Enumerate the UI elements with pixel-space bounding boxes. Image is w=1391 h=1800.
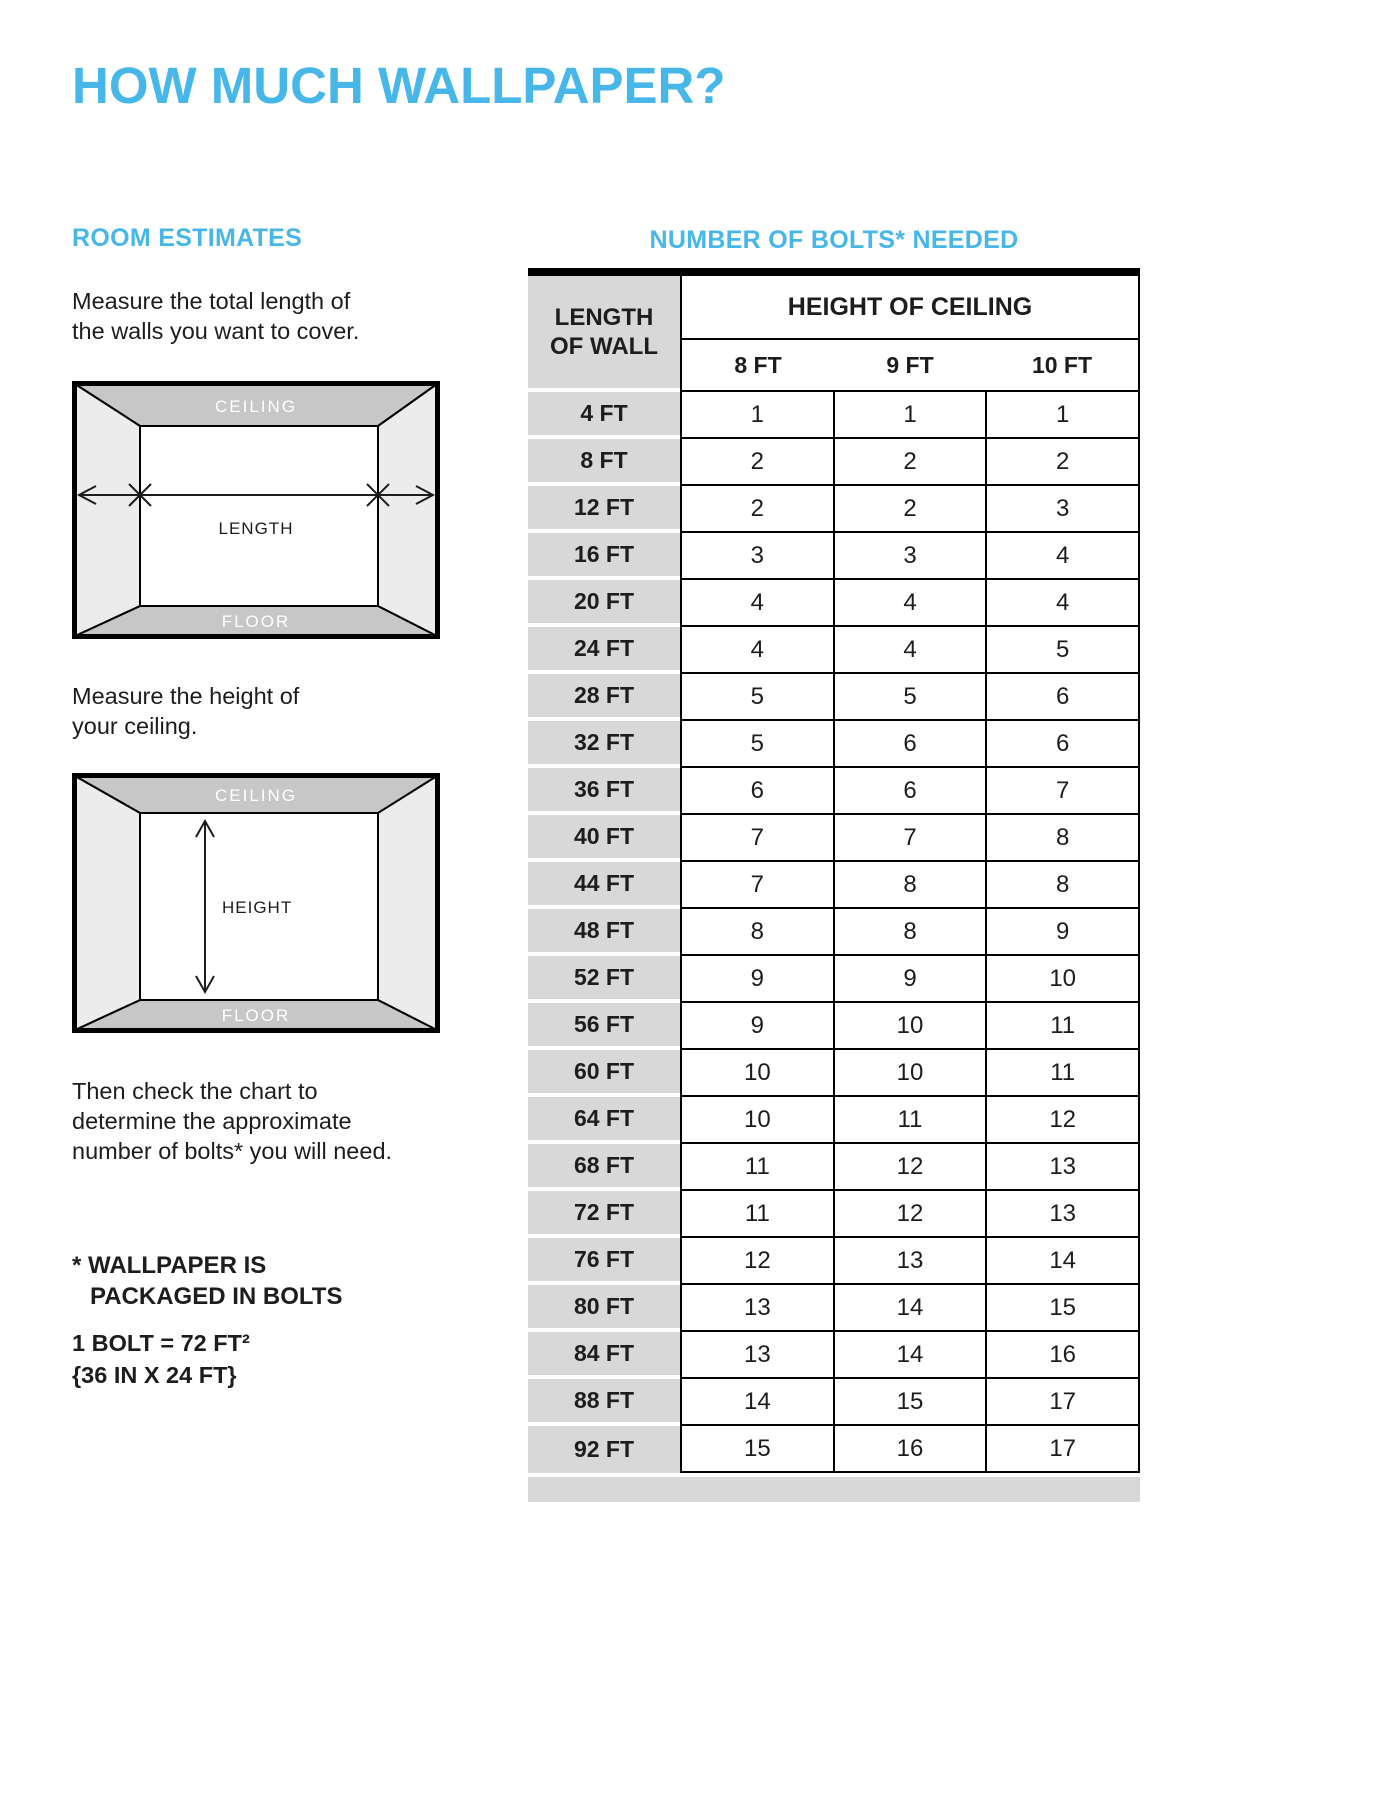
- value-cell: 2: [833, 486, 986, 533]
- value-cell: 3: [985, 486, 1138, 533]
- value-cell: 13: [833, 1238, 986, 1285]
- row-values: [680, 486, 1140, 533]
- row-values: [680, 674, 1140, 721]
- value-cell: 13: [985, 1191, 1138, 1238]
- value-cell: 17: [985, 1379, 1138, 1426]
- table-row: [528, 1097, 1140, 1144]
- value-cell: 17: [985, 1426, 1138, 1473]
- text-line: number of bolts* you will need.: [72, 1138, 393, 1164]
- value-cell: 10: [833, 1050, 986, 1097]
- value-cell: 15: [682, 1426, 833, 1473]
- value-cell: 14: [833, 1332, 986, 1379]
- left-wall: [75, 776, 140, 1030]
- value-cell: 10: [833, 1003, 986, 1050]
- table-row: [528, 1191, 1140, 1238]
- row-label-cell: 4 FT: [528, 392, 680, 439]
- length-diagram: [72, 381, 440, 639]
- room-estimates-heading: ROOM ESTIMATES: [72, 224, 303, 252]
- row-values: [680, 862, 1140, 909]
- row-values: [680, 1238, 1140, 1285]
- row-label-cell: 24 FT: [528, 627, 680, 674]
- text-line: Then check the chart to: [72, 1078, 318, 1104]
- value-cell: 9: [682, 956, 833, 1003]
- ceiling-label: CEILING: [214, 786, 298, 805]
- value-cell: 8: [833, 862, 986, 909]
- value-cell: 8: [985, 815, 1138, 862]
- value-cell: 6: [833, 768, 986, 815]
- column-header-10ft: 10 FT: [1031, 351, 1093, 378]
- value-cell: 15: [833, 1379, 986, 1426]
- table-row: [528, 580, 1140, 627]
- row-values: [680, 1050, 1140, 1097]
- table-row: [528, 721, 1140, 768]
- row-label-cell: 56 FT: [528, 1003, 680, 1050]
- height-of-ceiling-group: [680, 276, 1140, 392]
- right-wall: [378, 384, 437, 636]
- text-line: OF WALL: [550, 333, 658, 360]
- text-line: LENGTH: [554, 304, 654, 331]
- row-label-cell: 48 FT: [528, 909, 680, 956]
- value-cell: 10: [985, 956, 1138, 1003]
- value-cell: 9: [985, 909, 1138, 956]
- row-label-cell: 68 FT: [528, 1144, 680, 1191]
- row-label-cell: 8 FT: [528, 439, 680, 486]
- value-cell: 2: [682, 486, 833, 533]
- row-label-cell: 44 FT: [528, 862, 680, 909]
- table-row: [528, 1050, 1140, 1097]
- row-label-cell: 36 FT: [528, 768, 680, 815]
- text-line: * WALLPAPER IS: [72, 1252, 267, 1279]
- value-cell: 13: [682, 1332, 833, 1379]
- floor-label: FLOOR: [221, 612, 291, 631]
- table-row: [528, 768, 1140, 815]
- value-cell: 7: [985, 768, 1138, 815]
- row-label-cell: 80 FT: [528, 1285, 680, 1332]
- table-row: [528, 1144, 1140, 1191]
- column-header-8ft: 8 FT: [734, 351, 782, 378]
- row-label-cell: 12 FT: [528, 486, 680, 533]
- bolt-definition: [72, 1327, 476, 1391]
- table-row: [528, 486, 1140, 533]
- wallpaper-bolts-footnote: [72, 1250, 476, 1312]
- row-values: [680, 1285, 1140, 1332]
- value-cell: 4: [682, 627, 833, 674]
- table-bottom-strip: [528, 1477, 1140, 1502]
- table-row: [528, 533, 1140, 580]
- row-values: [680, 627, 1140, 674]
- text-line: the walls you want to cover.: [72, 318, 360, 344]
- value-cell: 1: [682, 392, 833, 439]
- value-cell: 4: [833, 627, 986, 674]
- value-cell: 7: [682, 815, 833, 862]
- value-cell: 6: [833, 721, 986, 768]
- row-values: [680, 909, 1140, 956]
- value-cell: 16: [833, 1426, 986, 1473]
- text-line: determine the approximate: [72, 1108, 352, 1134]
- table-row: [528, 439, 1140, 486]
- length-label: LENGTH: [218, 519, 294, 538]
- table-row: [528, 909, 1140, 956]
- row-label-cell: 52 FT: [528, 956, 680, 1003]
- row-values: [680, 1191, 1140, 1238]
- height-of-ceiling-header: HEIGHT OF CEILING: [682, 276, 1138, 340]
- column-header-9ft: 9 FT: [886, 351, 934, 378]
- row-label-cell: 20 FT: [528, 580, 680, 627]
- right-wall: [378, 776, 437, 1030]
- row-label-cell: 32 FT: [528, 721, 680, 768]
- value-cell: 1: [985, 392, 1138, 439]
- back-wall: [140, 426, 378, 606]
- value-cell: 3: [833, 533, 986, 580]
- table-header: [528, 276, 1140, 392]
- value-cell: 16: [985, 1332, 1138, 1379]
- value-cell: 7: [682, 862, 833, 909]
- row-values: [680, 439, 1140, 486]
- bolt-dimensions: {36 IN X 24 FT}: [72, 1362, 237, 1388]
- value-cell: 13: [985, 1144, 1138, 1191]
- value-cell: 2: [833, 439, 986, 486]
- value-cell: 5: [985, 627, 1138, 674]
- value-cell: 7: [833, 815, 986, 862]
- value-cell: 8: [682, 909, 833, 956]
- bolts-needed-section: [528, 226, 1140, 1502]
- check-chart-text: [72, 1076, 476, 1166]
- value-cell: 11: [985, 1050, 1138, 1097]
- value-cell: 5: [833, 674, 986, 721]
- row-label-cell: 72 FT: [528, 1191, 680, 1238]
- value-cell: 5: [682, 674, 833, 721]
- room-estimates-section: [72, 224, 476, 1391]
- height-label: HEIGHT: [222, 898, 293, 917]
- value-cell: 4: [985, 580, 1138, 627]
- row-label-cell: 64 FT: [528, 1097, 680, 1144]
- row-values: [680, 1097, 1140, 1144]
- row-label-cell: 84 FT: [528, 1332, 680, 1379]
- bolts-table-heading: NUMBER OF BOLTS* NEEDED: [649, 226, 1019, 254]
- measure-height-text: [72, 681, 476, 741]
- row-values: [680, 1144, 1140, 1191]
- row-values: [680, 533, 1140, 580]
- table-row: [528, 862, 1140, 909]
- table-row: [528, 1003, 1140, 1050]
- bolt-equation: 1 BOLT = 72 FT²: [72, 1330, 250, 1356]
- measure-length-text: [72, 286, 476, 346]
- value-cell: 12: [682, 1238, 833, 1285]
- ceiling-height-columns: [682, 340, 1138, 392]
- value-cell: 6: [682, 768, 833, 815]
- row-values: [680, 1332, 1140, 1379]
- value-cell: 12: [833, 1191, 986, 1238]
- value-cell: 11: [833, 1097, 986, 1144]
- value-cell: 12: [985, 1097, 1138, 1144]
- value-cell: 4: [833, 580, 986, 627]
- value-cell: 14: [833, 1285, 986, 1332]
- floor-label: FLOOR: [221, 1006, 291, 1025]
- row-label-cell: 76 FT: [528, 1238, 680, 1285]
- row-label-cell: 40 FT: [528, 815, 680, 862]
- table-body: [528, 392, 1140, 1473]
- value-cell: 15: [985, 1285, 1138, 1332]
- value-cell: 9: [682, 1003, 833, 1050]
- page-title: HOW MUCH WALLPAPER?: [72, 57, 726, 114]
- row-values: [680, 1003, 1140, 1050]
- table-row: [528, 1379, 1140, 1426]
- value-cell: 10: [682, 1097, 833, 1144]
- value-cell: 11: [682, 1191, 833, 1238]
- value-cell: 4: [985, 533, 1138, 580]
- value-cell: 2: [985, 439, 1138, 486]
- value-cell: 3: [682, 533, 833, 580]
- length-of-wall-header: [528, 276, 680, 392]
- text-line: Measure the height of: [72, 683, 300, 709]
- value-cell: 9: [833, 956, 986, 1003]
- value-cell: 6: [985, 674, 1138, 721]
- value-cell: 12: [833, 1144, 986, 1191]
- row-label-cell: 88 FT: [528, 1379, 680, 1426]
- table-row: [528, 674, 1140, 721]
- row-values: [680, 1426, 1140, 1473]
- table-row: [528, 392, 1140, 439]
- table-row: [528, 1285, 1140, 1332]
- table-row: [528, 1426, 1140, 1473]
- ceiling-label: CEILING: [214, 397, 298, 416]
- row-values: [680, 815, 1140, 862]
- value-cell: 14: [985, 1238, 1138, 1285]
- row-label-cell: 60 FT: [528, 1050, 680, 1097]
- value-cell: 14: [682, 1379, 833, 1426]
- value-cell: 10: [682, 1050, 833, 1097]
- row-label-cell: 92 FT: [528, 1426, 680, 1473]
- text-line: your ceiling.: [72, 713, 198, 739]
- table-row: [528, 1332, 1140, 1379]
- value-cell: 5: [682, 721, 833, 768]
- row-label-cell: 28 FT: [528, 674, 680, 721]
- row-values: [680, 721, 1140, 768]
- value-cell: 11: [985, 1003, 1138, 1050]
- row-values: [680, 956, 1140, 1003]
- value-cell: 6: [985, 721, 1138, 768]
- value-cell: 11: [682, 1144, 833, 1191]
- row-values: [680, 392, 1140, 439]
- text-line: PACKAGED IN BOLTS: [90, 1283, 343, 1310]
- value-cell: 1: [833, 392, 986, 439]
- table-row: [528, 956, 1140, 1003]
- value-cell: 4: [682, 580, 833, 627]
- row-values: [680, 768, 1140, 815]
- bolts-table: [528, 268, 1140, 1502]
- text-line: Measure the total length of: [72, 288, 351, 314]
- value-cell: 13: [682, 1285, 833, 1332]
- table-top-bar: [528, 268, 1140, 276]
- row-values: [680, 1379, 1140, 1426]
- value-cell: 8: [985, 862, 1138, 909]
- left-wall: [75, 384, 140, 636]
- row-label-cell: 16 FT: [528, 533, 680, 580]
- height-diagram: [72, 773, 440, 1033]
- value-cell: 8: [833, 909, 986, 956]
- row-values: [680, 580, 1140, 627]
- table-row: [528, 815, 1140, 862]
- table-row: [528, 627, 1140, 674]
- table-row: [528, 1238, 1140, 1285]
- value-cell: 2: [682, 439, 833, 486]
